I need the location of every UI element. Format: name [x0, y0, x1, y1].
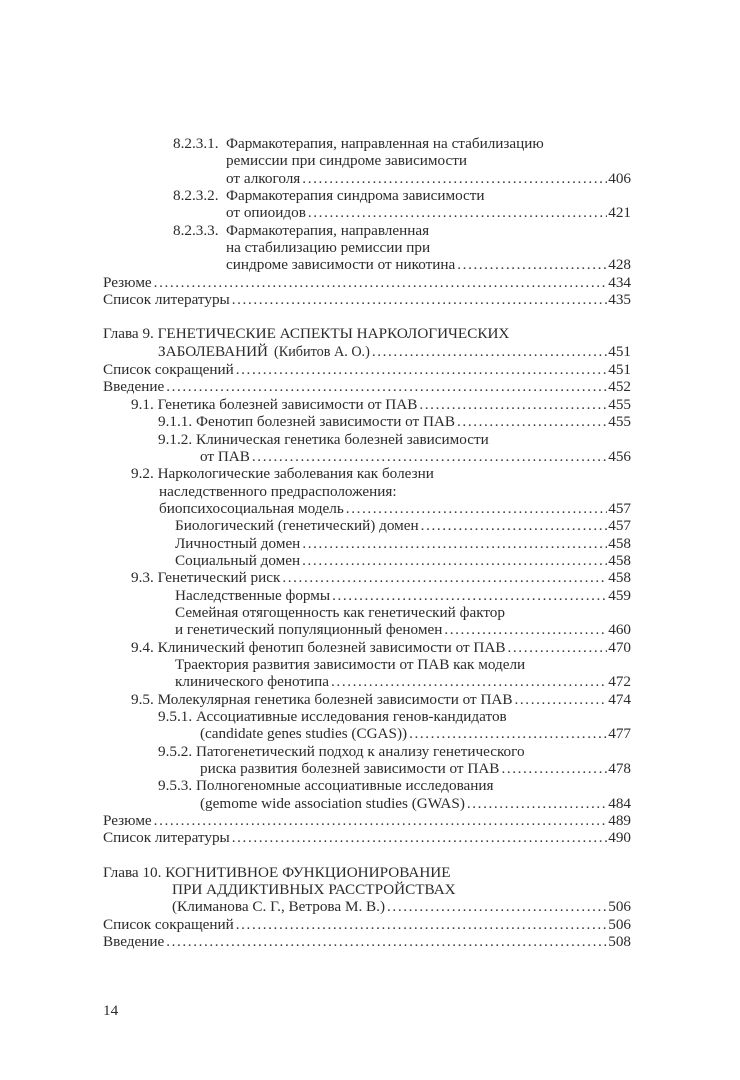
toc-entry-social-domain[interactable]: [103, 552, 631, 569]
toc-entry-trajectory[interactable]: [103, 656, 631, 691]
entry-title-line: 9.5.3. Полногеномные ассоциативные исследования: [158, 777, 494, 795]
entry-number: 8.2.3.2.: [173, 187, 219, 205]
entry-title-line: 9.5.2. Патогенетический подход к анализу генетического: [158, 742, 525, 760]
toc-entry-summary[interactable]: [103, 274, 631, 291]
page-ref: 434: [608, 273, 631, 291]
entry-title-line: (gemome wide association studies (GWAS): [200, 794, 465, 812]
toc-chapter-10[interactable]: [103, 864, 631, 916]
entry-title-line: Фармакотерапия, направленная: [226, 221, 430, 239]
page-ref: 508: [608, 933, 631, 951]
toc-entry-8-2-3-2[interactable]: [103, 187, 631, 222]
toc-entry-9-1[interactable]: [103, 396, 631, 413]
toc-entry-8-2-3-1[interactable]: [103, 135, 631, 187]
dot-leader: [236, 361, 607, 378]
entry-number: 8.2.3.3.: [173, 221, 219, 239]
toc-entry-9-4[interactable]: [103, 639, 631, 656]
page-ref: 477: [608, 725, 631, 743]
entry-title-line: синдроме зависимости от никотина: [226, 256, 456, 274]
toc-entry-abbreviations-10[interactable]: [103, 916, 631, 933]
toc-entry-9-5-3[interactable]: [103, 777, 631, 812]
chapter-author: (Кибитов А. О.): [274, 343, 370, 360]
dot-leader: [444, 621, 607, 638]
toc-entry-9-1-1[interactable]: [103, 413, 631, 430]
entry-title: Резюме: [103, 273, 152, 291]
chapter-title-line: Глава 10. КОГНИТИВНОЕ ФУНКЦИОНИРОВАНИЕ: [103, 863, 451, 881]
dot-leader: [332, 587, 607, 604]
entry-title-line: Фармакотерапия синдрома зависимости: [226, 187, 485, 205]
dot-leader: [302, 535, 607, 552]
entry-title-line: от алкоголя: [226, 169, 301, 187]
dot-leader: [252, 448, 607, 465]
page-ref: 470: [608, 638, 631, 656]
page-ref: 478: [608, 760, 631, 778]
entry-title-line: клинического фенотипа: [175, 673, 330, 691]
entry-title-line: на стабилизацию ремиссии при: [226, 239, 431, 257]
entry-title-line: и генетический популяционный феномен: [175, 621, 443, 639]
toc-entry-9-5[interactable]: [103, 691, 631, 708]
toc-entry-personal-domain[interactable]: [103, 535, 631, 552]
entry-title: 9.5. Молекулярная генетика болезней зависимости от ПАВ: [131, 690, 513, 708]
toc-entry-references[interactable]: [103, 291, 631, 308]
entry-title-line: Семейная отягощенность как генетический фактор: [175, 603, 505, 621]
page-ref: 451: [608, 342, 631, 360]
page-ref: 459: [608, 586, 631, 604]
dot-leader: [236, 916, 607, 933]
dot-leader: [457, 256, 607, 273]
entry-title-line: риска развития болезней зависимости от ПАВ: [200, 760, 500, 778]
table-of-contents: [103, 135, 631, 950]
dot-leader: [346, 500, 607, 517]
page-ref: 474: [608, 690, 631, 708]
page-ref: 506: [608, 915, 631, 933]
toc-entry-introduction[interactable]: [103, 378, 631, 395]
page-ref: 460: [608, 621, 631, 639]
dot-leader: [232, 829, 607, 846]
toc-entry-hereditary-forms[interactable]: [103, 587, 631, 604]
entry-title-line: от опиоидов: [226, 204, 306, 222]
toc-entry-8-2-3-3[interactable]: [103, 222, 631, 274]
entry-title-line: 9.2. Наркологические заболевания как болезни: [131, 465, 434, 483]
toc-entry-abbreviations[interactable]: [103, 361, 631, 378]
dot-leader: [421, 517, 608, 534]
page-ref: 506: [608, 898, 631, 916]
entry-title-line: от ПАВ: [200, 447, 250, 465]
page-ref: 489: [608, 812, 631, 830]
entry-title: Введение: [103, 933, 165, 951]
page-ref: 455: [608, 413, 631, 431]
dot-leader: [457, 413, 607, 430]
entry-title: Наследственные формы: [175, 586, 331, 604]
page-ref: 457: [608, 517, 631, 535]
entry-title: 9.4. Клинический фенотип болезней зависимости от ПАВ: [131, 638, 506, 656]
entry-title-line: наследственного предрасположения:: [159, 482, 397, 500]
dot-leader: [308, 204, 607, 221]
toc-entry-9-2[interactable]: [103, 465, 631, 517]
page-ref: 406: [608, 169, 631, 187]
page-ref: 458: [608, 551, 631, 569]
toc-entry-biological-domain[interactable]: [103, 517, 631, 534]
entry-title: Личностный домен: [175, 534, 301, 552]
toc-entry-family-history[interactable]: [103, 604, 631, 639]
page-ref: 451: [608, 361, 631, 379]
page-ref: 421: [608, 204, 631, 222]
dot-leader: [232, 291, 607, 308]
chapter-title-line: Глава 9. ГЕНЕТИЧЕСКИЕ АСПЕКТЫ НАРКОЛОГИЧЕСКИХ: [103, 325, 510, 343]
chapter-title-line: ПРИ АДДИКТИВНЫХ РАССТРОЙСТВАХ: [172, 881, 456, 899]
entry-title-line: 9.1.2. Клиническая генетика болезней зависимости: [158, 430, 489, 448]
page-ref: 452: [608, 378, 631, 396]
entry-title: 9.1. Генетика болезней зависимости от ПАВ: [131, 395, 418, 413]
entry-title: Список сокращений: [103, 361, 234, 379]
page-ref: 428: [608, 256, 631, 274]
toc-entry-9-1-2[interactable]: [103, 431, 631, 466]
entry-title: Биологический (генетический) домен: [175, 517, 419, 535]
dot-leader: [154, 274, 608, 291]
dot-leader: [302, 552, 607, 569]
toc-entry-9-5-1[interactable]: [103, 708, 631, 743]
dot-leader: [302, 170, 607, 187]
entry-title: Резюме: [103, 812, 152, 830]
chapter-title-line: ЗАБОЛЕВАНИЙ: [158, 342, 269, 360]
dot-leader: [419, 396, 607, 413]
page-ref: 458: [608, 569, 631, 587]
entry-title: Социальный домен: [175, 551, 301, 569]
dot-leader: [331, 673, 607, 690]
dot-leader: [508, 639, 608, 656]
dot-leader: [387, 898, 607, 915]
page-ref: 456: [608, 447, 631, 465]
entry-title: Список литературы: [103, 291, 230, 309]
dot-leader: [515, 691, 608, 708]
entry-title: Список сокращений: [103, 915, 234, 933]
dot-leader: [282, 569, 607, 586]
toc-entry-introduction-10[interactable]: [103, 933, 631, 950]
dot-leader: [467, 795, 607, 812]
page-number: 14: [103, 1002, 119, 1019]
page-ref: 457: [608, 499, 631, 517]
toc-entry-references-9[interactable]: [103, 829, 631, 846]
entry-title-line: ремиссии при синдроме зависимости: [226, 152, 468, 170]
entry-title: 9.3. Генетический риск: [131, 569, 281, 587]
dot-leader: [409, 725, 607, 742]
toc-entry-summary-9[interactable]: [103, 812, 631, 829]
page-ref: 455: [608, 395, 631, 413]
toc-entry-9-3[interactable]: [103, 569, 631, 586]
entry-title: 9.1.1. Фенотип болезней зависимости от ПАВ: [158, 413, 456, 431]
entry-title-line: (candidate genes studies (CGAS)): [200, 725, 408, 743]
entry-title: Введение: [103, 378, 165, 396]
page-ref: 472: [608, 673, 631, 691]
toc-chapter-9[interactable]: [103, 325, 631, 361]
page-ref: 458: [608, 534, 631, 552]
dot-leader: [372, 343, 607, 360]
entry-title-line: Траектория развития зависимости от ПАВ как модели: [175, 655, 526, 673]
dot-leader: [166, 378, 607, 395]
dot-leader: [166, 933, 607, 950]
chapter-author: (Климанова С. Г., Ветрова М. В.): [172, 898, 386, 916]
page-ref: 484: [608, 794, 631, 812]
toc-entry-9-5-2[interactable]: [103, 743, 631, 778]
page-ref: 435: [608, 291, 631, 309]
entry-title-line: биопсихосоциальная модель: [159, 499, 344, 517]
dot-leader: [501, 760, 607, 777]
page-ref: 490: [608, 829, 631, 847]
entry-title-line: Фармакотерапия, направленная на стабилизацию: [226, 135, 544, 152]
dot-leader: [154, 812, 608, 829]
entry-title: Список литературы: [103, 829, 230, 847]
entry-title-line: 9.5.1. Ассоциативные исследования генов-кандидатов: [158, 708, 507, 725]
entry-number: 8.2.3.1.: [173, 135, 219, 152]
